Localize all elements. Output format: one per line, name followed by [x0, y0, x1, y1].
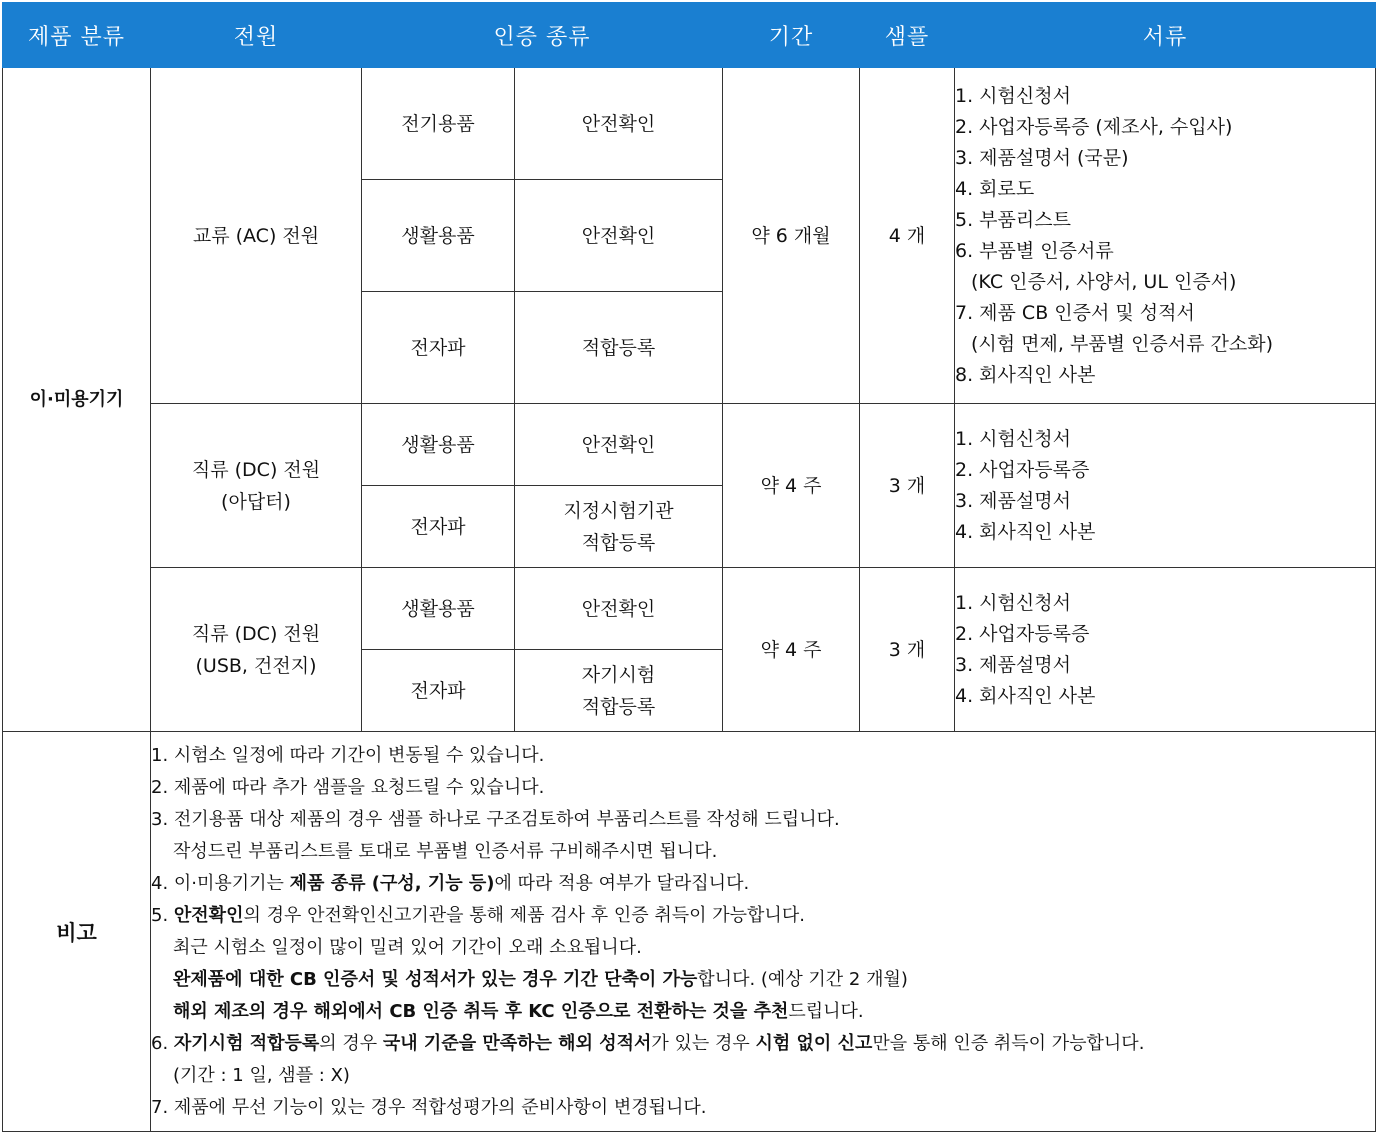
doc-item: 6. 부품별 인증서류: [955, 239, 1114, 262]
note-item: 3. 전기용품 대상 제품의 경우 샘플 하나로 구조검토하여 부품리스트를 작성해 드립니다.: [151, 808, 840, 830]
doc-item: (KC 인증서, 사양서, UL 인증서): [971, 270, 1237, 293]
sample-ac: 4 개: [860, 68, 955, 404]
header-product-category: 제품 분류: [3, 3, 151, 68]
doc-item: 8. 회사직인 사본: [955, 363, 1096, 386]
cert-item-type: 전자파: [362, 650, 515, 732]
cert-line: 자기시험: [581, 663, 656, 686]
cert-line: 적합등록: [581, 695, 656, 718]
header-sample: 샘플: [860, 3, 955, 68]
cert-item-cert: 안전확인: [515, 180, 723, 292]
header-period: 기간: [723, 3, 860, 68]
note-item: 완제품에 대한 CB 인증서 및 성적서가 있는 경우 기간 단축이 가능합니다. (예상 기간 2 개월): [173, 968, 908, 990]
doc-item: 4. 회로도: [955, 177, 1035, 200]
table-row: [3, 404, 1376, 486]
doc-item: 1. 시험신청서: [955, 84, 1071, 107]
doc-item: 3. 제품설명서 (국문): [955, 146, 1129, 169]
note-item: 6. 자기시험 적합등록의 경우 국내 기준을 만족하는 해외 성적서가 있는 경우 시험 없이 신고만을 통해 인증 취득이 가능합니다.: [151, 1032, 1145, 1054]
doc-item: 1. 시험신청서: [955, 591, 1071, 614]
power-dc-adapter: [151, 404, 362, 568]
header-power: 전원: [151, 3, 362, 68]
doc-item: 3. 제품설명서: [955, 653, 1071, 676]
cert-item-type: 생활용품: [362, 404, 515, 486]
documents-ac: [955, 68, 1376, 404]
note-item: 1. 시험소 일정에 따라 기간이 변동될 수 있습니다.: [151, 744, 545, 766]
cert-item-cert: 안전확인: [515, 568, 723, 650]
note-item: 최근 시험소 일정이 많이 밀려 있어 기간이 오래 소요됩니다.: [173, 936, 642, 958]
note-item: 2. 제품에 따라 추가 샘플을 요청드릴 수 있습니다.: [151, 776, 545, 798]
power-dc-usb: [151, 568, 362, 732]
cert-item-type: 생활용품: [362, 180, 515, 292]
period-dc-usb: 약 4 주: [723, 568, 860, 732]
power-line: (USB, 건전지): [195, 654, 317, 677]
cert-item-type: 전자파: [362, 486, 515, 568]
doc-item: 4. 회사직인 사본: [955, 520, 1096, 543]
documents-dc-usb: [955, 568, 1376, 732]
power-line: (아답터): [221, 490, 291, 513]
note-item: 해외 제조의 경우 해외에서 CB 인증 취득 후 KC 인증으로 전환하는 것을 추천드립니다.: [173, 1000, 864, 1022]
power-line: 직류 (DC) 전원: [191, 622, 321, 645]
power-line: 직류 (DC) 전원: [191, 458, 321, 481]
certification-table: [2, 2, 1376, 1132]
cert-item-cert: 적합등록: [515, 292, 723, 404]
remarks-row: [3, 732, 1376, 1132]
header-documents: 서류: [955, 3, 1376, 68]
cert-item-type: 생활용품: [362, 568, 515, 650]
cert-item-cert: 안전확인: [515, 68, 723, 180]
cert-item-cert: 안전확인: [515, 404, 723, 486]
doc-item: 2. 사업자등록증: [955, 622, 1090, 645]
doc-item: 2. 사업자등록증 (제조사, 수입사): [955, 115, 1233, 138]
doc-item: 7. 제품 CB 인증서 및 성적서: [955, 301, 1195, 324]
note-item: 4. 이·미용기기는 제품 종류 (구성, 기능 등)에 따라 적용 여부가 달라집니다.: [151, 872, 750, 894]
period-ac: 약 6 개월: [723, 68, 860, 404]
header-row: [3, 3, 1376, 68]
doc-item: 2. 사업자등록증: [955, 458, 1090, 481]
doc-item: 1. 시험신청서: [955, 427, 1071, 450]
doc-item: (시험 면제, 부품별 인증서류 간소화): [971, 332, 1273, 355]
cert-line: 적합등록: [581, 531, 656, 554]
note-item: 작성드린 부품리스트를 토대로 부품별 인증서류 구비해주시면 됩니다.: [173, 840, 718, 862]
sample-dc-adapter: 3 개: [860, 404, 955, 568]
period-dc-adapter: 약 4 주: [723, 404, 860, 568]
note-item: 5. 안전확인의 경우 안전확인신고기관을 통해 제품 검사 후 인증 취득이 가능합니다.: [151, 904, 805, 926]
cert-line: 지정시험기관: [563, 499, 674, 522]
doc-item: 3. 제품설명서: [955, 489, 1071, 512]
remarks-notes: [151, 732, 1376, 1132]
doc-item: 4. 회사직인 사본: [955, 684, 1096, 707]
remarks-label: 비고: [3, 732, 151, 1132]
note-item: (기간 : 1 일, 샘플 : X): [173, 1064, 350, 1086]
product-category: 이·미용기기: [3, 68, 151, 732]
header-cert-type: 인증 종류: [362, 3, 723, 68]
power-ac: 교류 (AC) 전원: [151, 68, 362, 404]
documents-dc-adapter: [955, 404, 1376, 568]
cert-item-type: 전자파: [362, 292, 515, 404]
note-item: 7. 제품에 무선 기능이 있는 경우 적합성평가의 준비사항이 변경됩니다.: [151, 1096, 707, 1118]
cert-item-cert: [515, 486, 723, 568]
table-row: [3, 68, 1376, 180]
cert-item-cert: [515, 650, 723, 732]
sample-dc-usb: 3 개: [860, 568, 955, 732]
table-row: [3, 568, 1376, 650]
doc-item: 5. 부품리스트: [955, 208, 1071, 231]
cert-item-type: 전기용품: [362, 68, 515, 180]
